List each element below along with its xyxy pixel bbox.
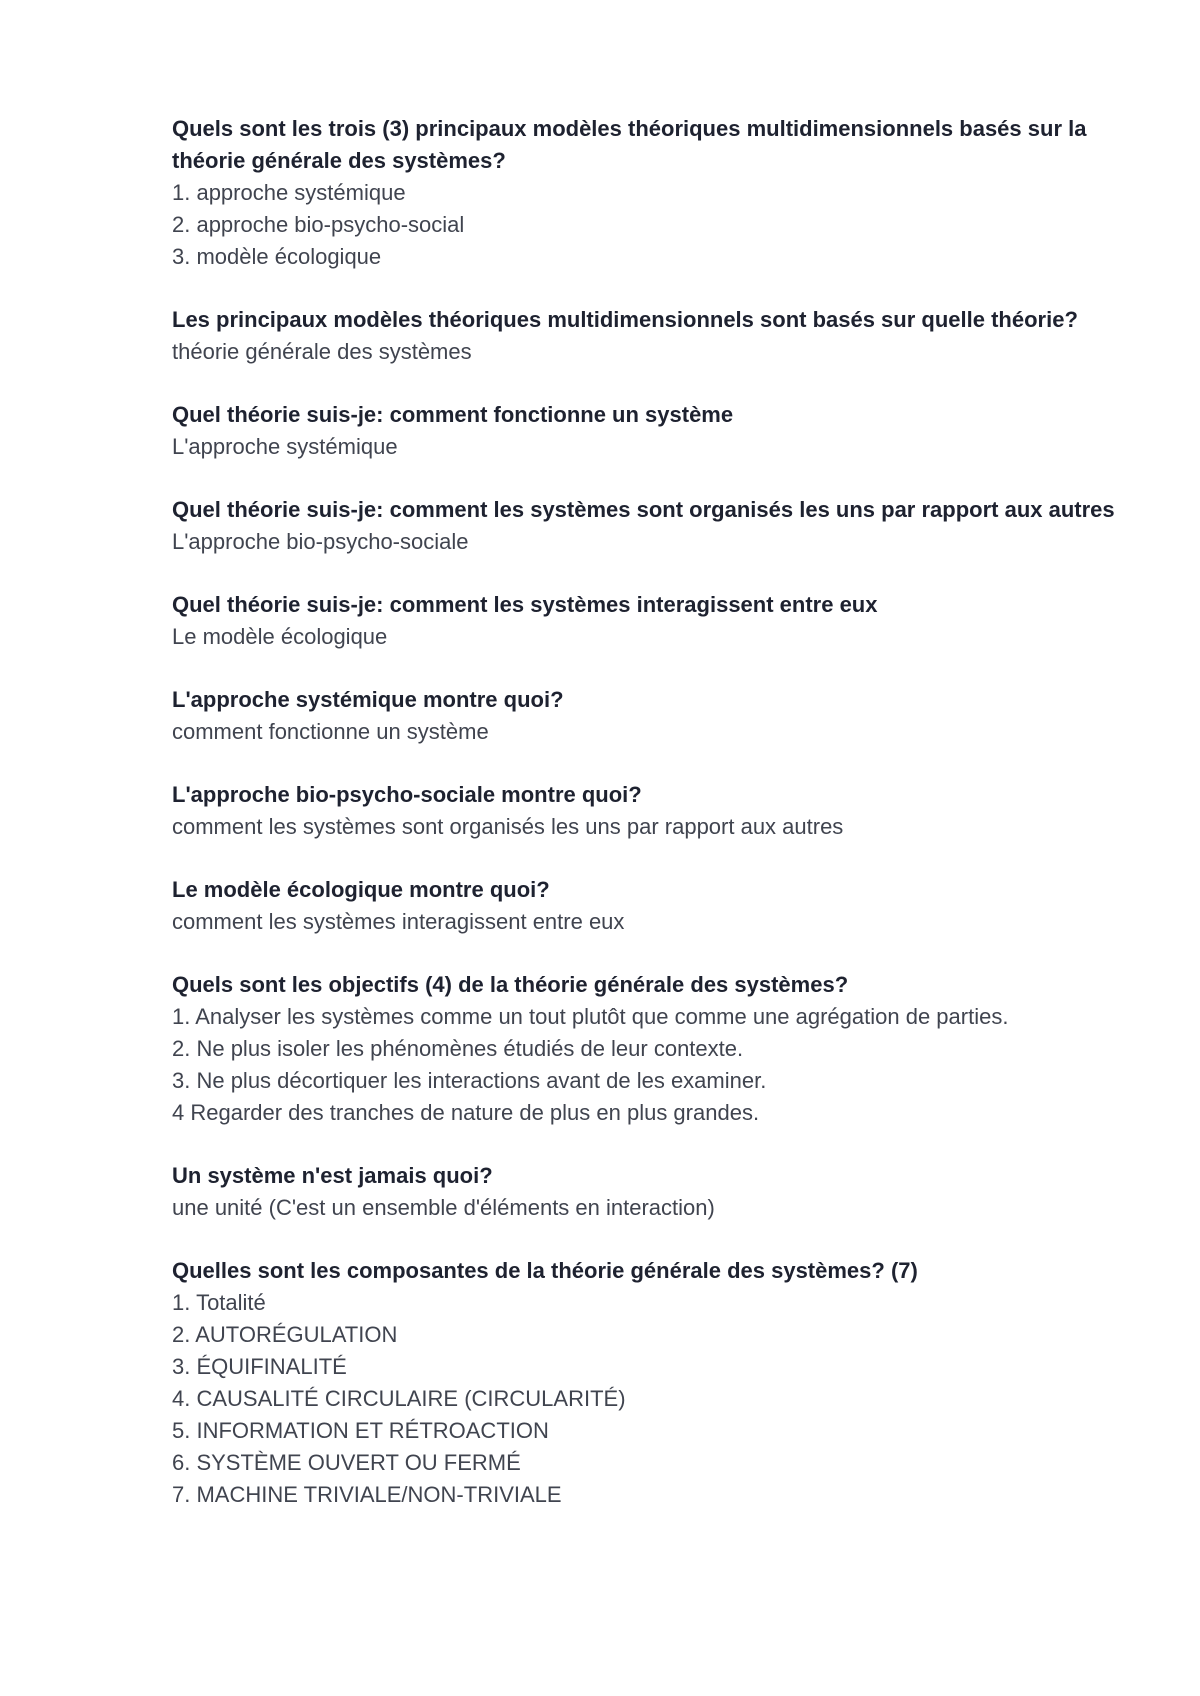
answer-line: théorie générale des systèmes xyxy=(172,339,472,364)
qa-item xyxy=(172,684,1132,748)
question-text: L'approche systémique montre quoi? xyxy=(172,687,564,712)
qa-item xyxy=(172,589,1132,653)
answer-line: 2. Ne plus isoler les phénomènes étudiés de leur contexte. xyxy=(172,1036,744,1061)
question-text: Un système n'est jamais quoi? xyxy=(172,1163,493,1188)
answer-line: 7. MACHINE TRIVIALE/NON-TRIVIALE xyxy=(172,1482,562,1507)
qa-item xyxy=(172,399,1132,463)
qa-item xyxy=(172,1160,1132,1224)
question-text: Quel théorie suis-je: comment les systèmes interagissent entre eux xyxy=(172,592,878,617)
qa-item xyxy=(172,304,1132,368)
answer-line: 1. Totalité xyxy=(172,1290,266,1315)
answer-line: comment les systèmes sont organisés les uns par rapport aux autres xyxy=(172,814,844,839)
answer-line: Le modèle écologique xyxy=(172,624,388,649)
answer-line: comment les systèmes interagissent entre eux xyxy=(172,909,625,934)
question-text: Les principaux modèles théoriques multidimensionnels sont basés sur quelle théorie? xyxy=(172,307,1078,332)
question-text: Le modèle écologique montre quoi? xyxy=(172,877,550,902)
answer-line: 6. SYSTÈME OUVERT OU FERMÉ xyxy=(172,1450,521,1475)
answer-line: 2. AUTORÉGULATION xyxy=(172,1322,398,1347)
answer-line: une unité (C'est un ensemble d'éléments en interaction) xyxy=(172,1195,715,1220)
question-text: Quel théorie suis-je: comment les systèmes sont organisés les uns par rapport aux autres xyxy=(172,497,1115,522)
qa-item xyxy=(172,779,1132,843)
answer-line: 5. INFORMATION ET RÉTROACTION xyxy=(172,1418,549,1443)
answer-line: 3. modèle écologique xyxy=(172,244,382,269)
answer-line: 1. Analyser les systèmes comme un tout plutôt que comme une agrégation de parties. xyxy=(172,1004,1009,1029)
qa-item xyxy=(172,969,1132,1129)
answer-line: L'approche bio-psycho-sociale xyxy=(172,529,469,554)
answer-line: 3. Ne plus décortiquer les interactions avant de les examiner. xyxy=(172,1068,767,1093)
question-text: L'approche bio-psycho-sociale montre quoi? xyxy=(172,782,642,807)
question-text: Quel théorie suis-je: comment fonctionne un système xyxy=(172,402,734,427)
answer-line: 3. ÉQUIFINALITÉ xyxy=(172,1354,347,1379)
qa-item xyxy=(172,874,1132,938)
qa-item xyxy=(172,494,1132,558)
question-text: Quelles sont les composantes de la théorie générale des systèmes? (7) xyxy=(172,1258,918,1283)
qa-item xyxy=(172,1255,1132,1511)
answer-line: 1. approche systémique xyxy=(172,180,406,205)
answer-line: 2. approche bio-psycho-social xyxy=(172,212,465,237)
question-text: Quels sont les trois (3) principaux modèles théoriques multidimensionnels basés sur la théorie générale des systèmes? xyxy=(172,116,1087,173)
qa-list xyxy=(172,113,1132,1511)
answer-line: comment fonctionne un système xyxy=(172,719,489,744)
answer-line: 4 Regarder des tranches de nature de plus en plus grandes. xyxy=(172,1100,760,1125)
flashcard-document xyxy=(172,113,1132,1542)
answer-line: 4. CAUSALITÉ CIRCULAIRE (CIRCULARITÉ) xyxy=(172,1386,626,1411)
answer-line: L'approche systémique xyxy=(172,434,398,459)
qa-item xyxy=(172,113,1132,273)
question-text: Quels sont les objectifs (4) de la théorie générale des systèmes? xyxy=(172,972,849,997)
